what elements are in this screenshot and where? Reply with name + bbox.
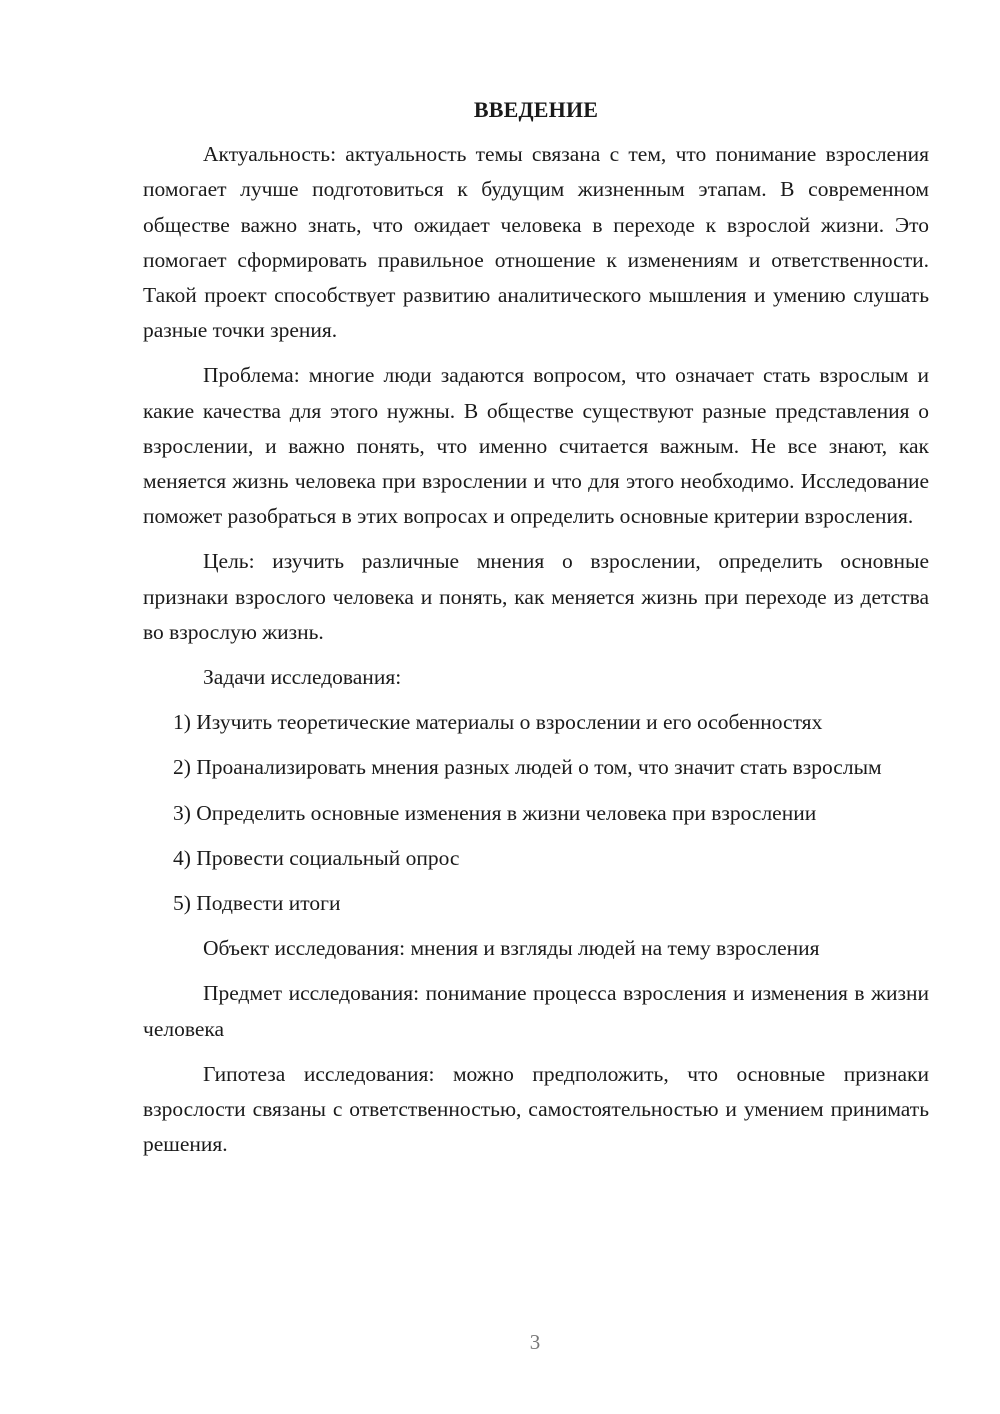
list-item: 1) Изучить теоретические материалы о взрослении и его особенностях xyxy=(173,710,823,735)
tasks-heading: Задачи исследования: xyxy=(203,665,402,690)
problem-paragraph: Проблема: многие люди задаются вопросом, что означает стать взрослым и какие качества для этого нужны. В обществе существуют разные представления о взрослении, и важно понять, что именно считается важным. Не все знают, как меняется жизнь человека при взрослении и что для этого необходимо. Исследование поможет разобраться в этих вопросах и определить основные критерии взросления. xyxy=(143,363,929,529)
page-title: ВВЕДЕНИЕ xyxy=(473,97,599,122)
subject-paragraph: Предмет исследования: понимание процесса взросления и изменения в жизни человека xyxy=(143,981,929,1041)
list-item: 4) Провести социальный опрос xyxy=(173,845,460,870)
object-paragraph: Объект исследования: мнения и взгляды людей на тему взросления xyxy=(203,936,820,961)
list-item: 5) Подвести итоги xyxy=(173,891,341,916)
hypothesis-paragraph: Гипотеза исследования: можно предположить, что основные признаки взрослости связаны с ответственностью, самостоятельностью и умением принимать решения. xyxy=(143,1061,929,1157)
list-item: 2) Проанализировать мнения разных людей о том, что значит стать взрослым xyxy=(173,755,882,780)
list-item: 3) Определить основные изменения в жизни человека при взрослении xyxy=(173,800,817,825)
document-page xyxy=(143,92,929,1172)
page-number: 3 xyxy=(529,1330,541,1354)
tasks-list xyxy=(143,705,929,921)
relevance-paragraph: Актуальность: актуальность темы связана с тем, что понимание взросления помогает лучше подготовиться к будущим жизненным этапам. В современном обществе важно знать, что ожидает человека в переходе к взрослой жизни. Это помогает сформировать правильное отношение к изменениям и ответственности. Такой проект способствует развитию аналитического мышления и умению слушать разные точки зрения. xyxy=(143,142,929,343)
goal-paragraph: Цель: изучить различные мнения о взрослении, определить основные признаки взрослого человека и понять, как меняется жизнь при переходе из детства во взрослую жизнь. xyxy=(143,549,929,644)
